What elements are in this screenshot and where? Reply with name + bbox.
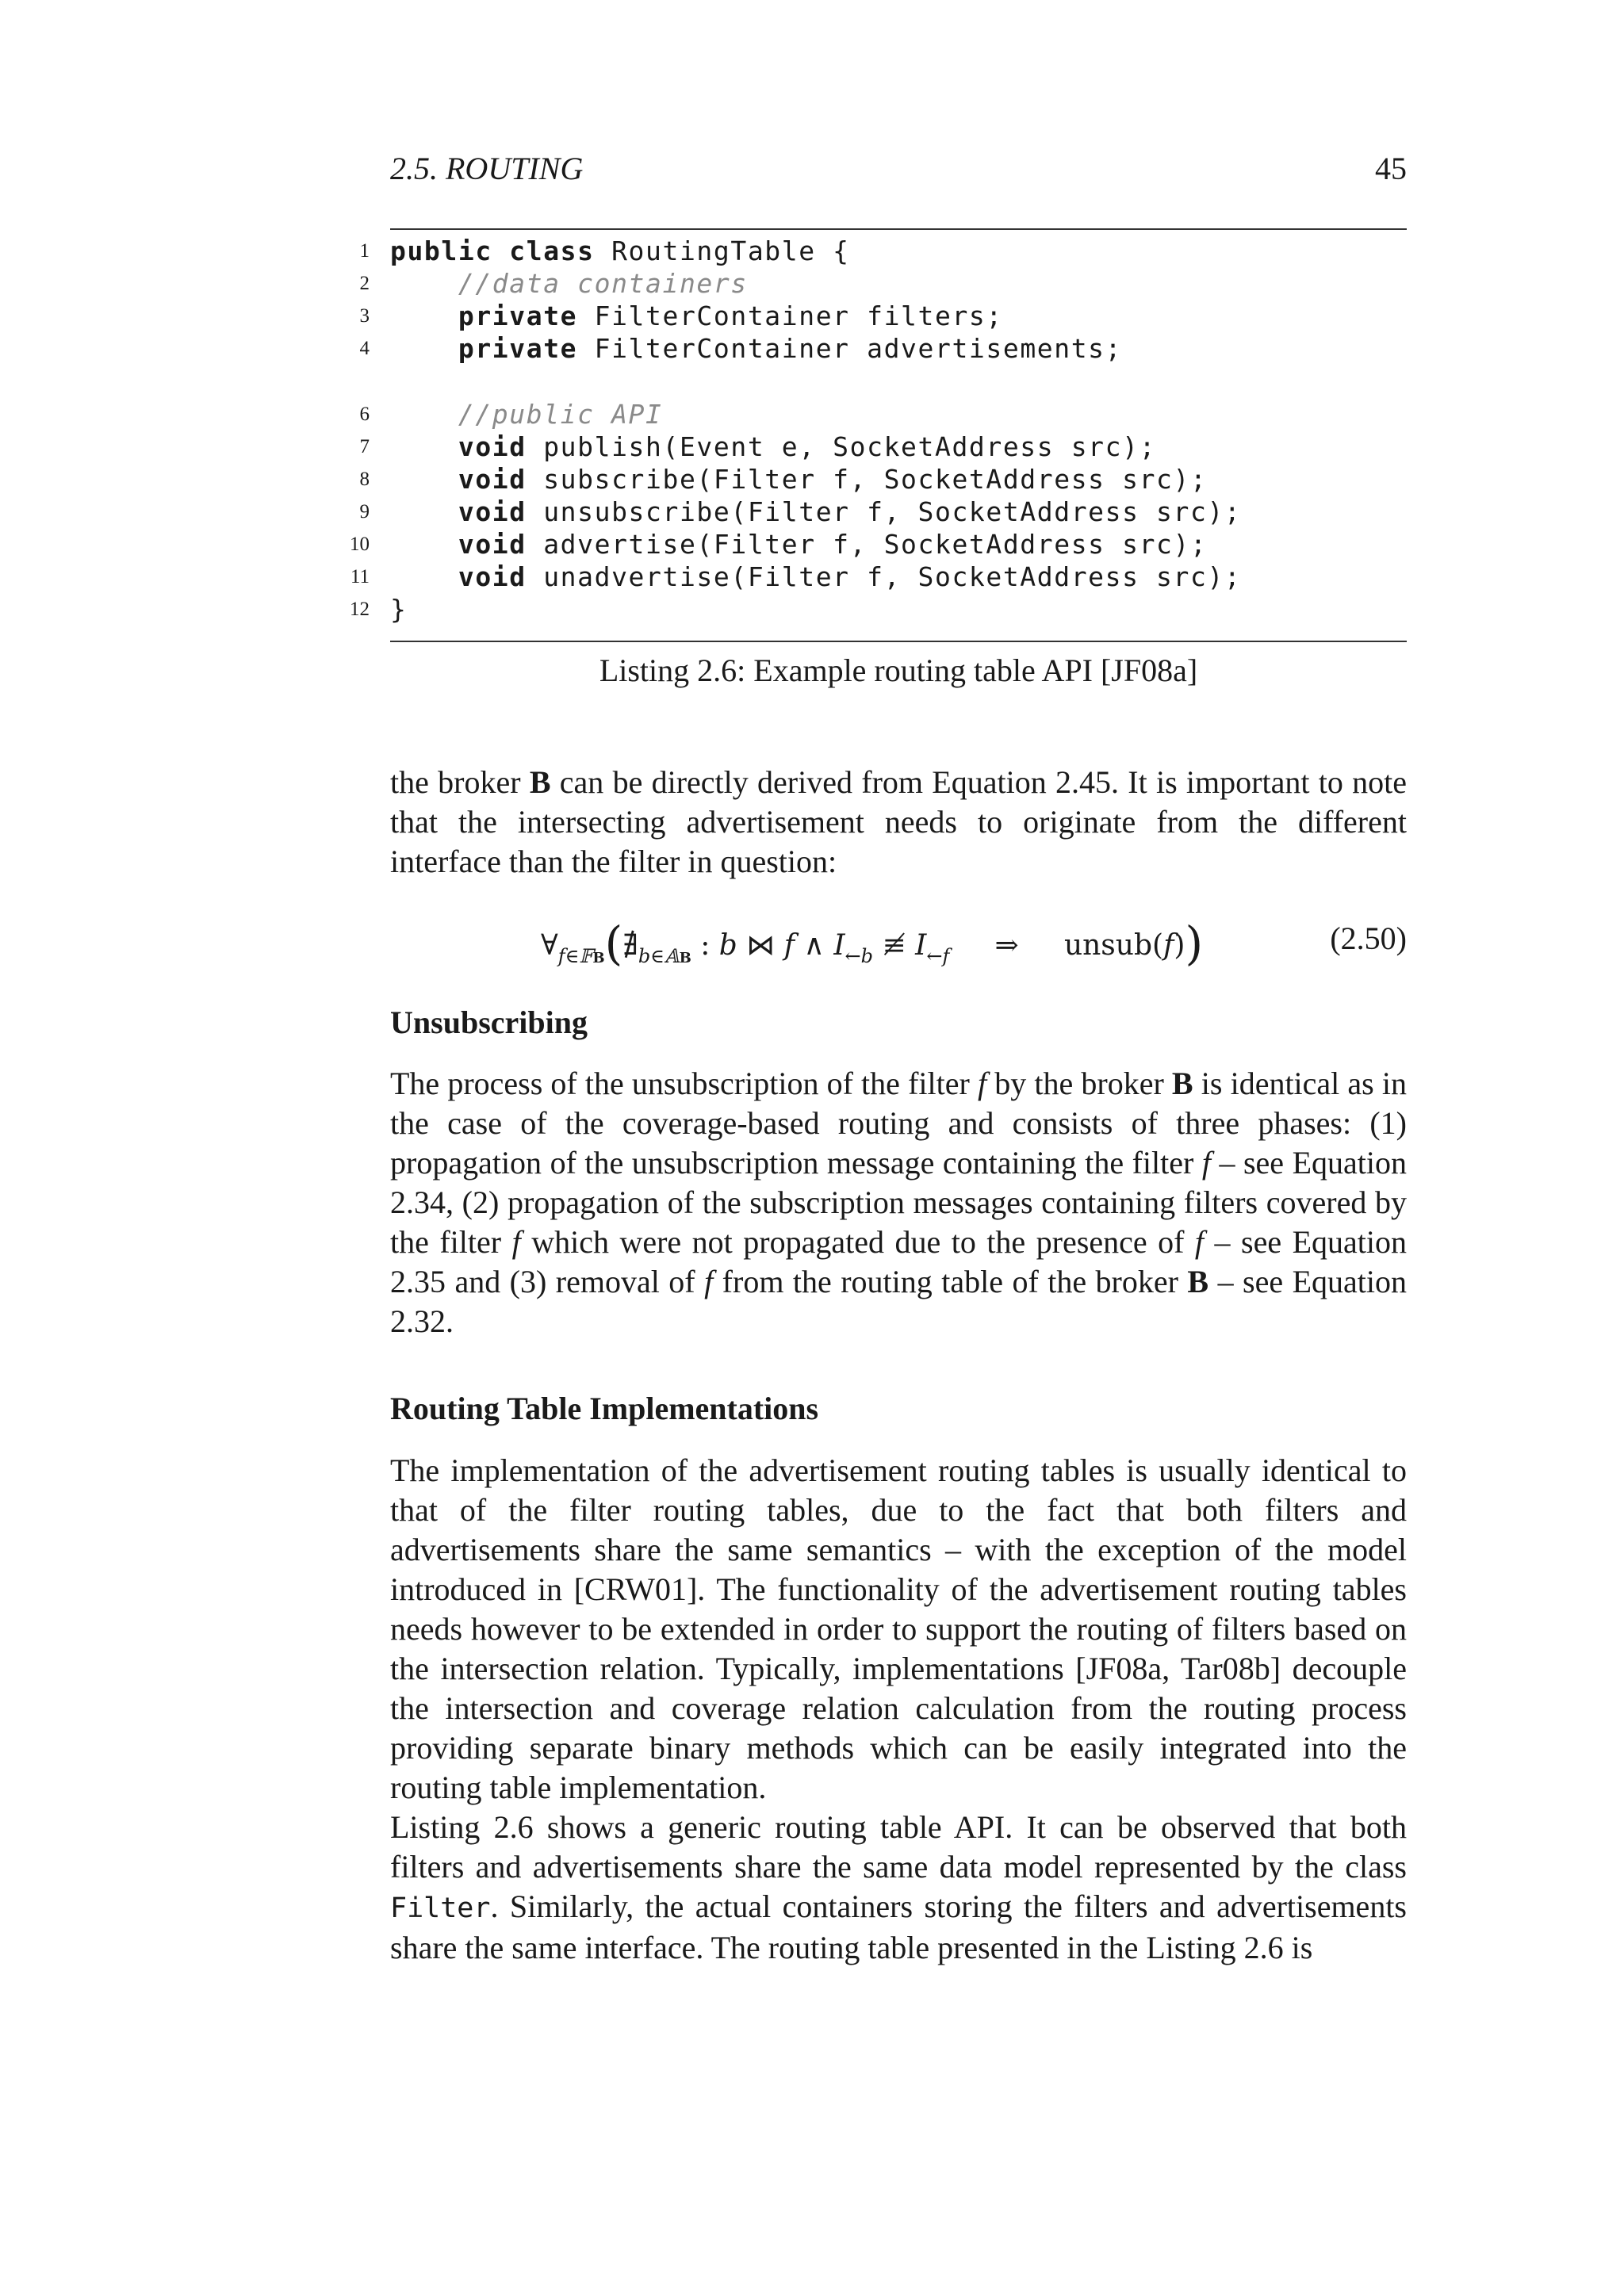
text-run: from the routing table of the broker: [713, 1264, 1188, 1299]
and-symbol: ∧: [795, 929, 834, 962]
code-line: [341, 267, 1407, 300]
var-f: f: [977, 1066, 987, 1101]
subscript-bold: B: [592, 950, 605, 966]
listing-caption: Listing 2.6: Example routing table API [JF08a]: [599, 652, 1198, 688]
code-text: [390, 496, 1241, 529]
text-run: The process of the unsubscription of the filter: [390, 1066, 978, 1101]
line-number: 12: [350, 599, 370, 620]
code-token: advertise(Filter f, SocketAddress src);: [526, 529, 1208, 560]
unsub-function: unsub(: [1063, 929, 1164, 962]
code-token: FilterContainer advertisements;: [577, 333, 1123, 364]
var-f: f: [1194, 1224, 1205, 1260]
code-text: [390, 300, 1003, 333]
code-token: [390, 431, 458, 462]
heading-unsubscribing: Unsubscribing: [390, 1004, 588, 1040]
var-f: f: [511, 1224, 521, 1260]
code-line: [341, 528, 1407, 561]
code-comment: //public API: [458, 399, 663, 430]
code-comment: //data containers: [458, 268, 748, 299]
code-text: [390, 430, 1156, 464]
colon: :: [691, 929, 719, 962]
code-text: [390, 267, 748, 300]
subscript-text: b∈𝔸: [638, 945, 680, 967]
forall-symbol: ∀: [541, 929, 558, 962]
code-line: [341, 332, 1407, 365]
I-subscript: ←b: [845, 945, 874, 967]
text-run: – see Equation 2.35 and (3) removal of: [390, 1224, 1407, 1299]
code-token: publish(Event e, SocketAddress src);: [526, 431, 1157, 462]
code-line: [341, 593, 1407, 626]
code-keyword: void: [458, 529, 527, 560]
code-keyword: public class: [390, 235, 595, 266]
paragraph-listing-description: [390, 1808, 1407, 1968]
paragraph-unsubscribing: [390, 1064, 1407, 1341]
not-exists-symbol: ∄: [622, 929, 638, 962]
text-run: by the broker: [986, 1066, 1172, 1101]
line-number: 7: [359, 436, 370, 457]
implies-symbol: ⇒: [949, 929, 1064, 962]
code-keyword: void: [458, 561, 527, 592]
code-keyword: void: [458, 496, 527, 527]
left-paren: (: [604, 916, 623, 970]
code-line: [341, 430, 1407, 464]
inline-code: Filter: [390, 1892, 491, 1924]
listing-bottom-rule: [390, 641, 1407, 642]
var-b: b: [718, 929, 737, 962]
code-line: [341, 235, 1407, 268]
code-text: [390, 398, 663, 431]
code-text: [390, 593, 407, 626]
code-text: [390, 528, 1207, 561]
code-token: unadvertise(Filter f, SocketAddress src);: [526, 561, 1242, 592]
code-keyword: void: [458, 464, 527, 495]
code-keyword: private: [458, 333, 578, 364]
line-number: 9: [359, 501, 370, 522]
text-run: can be directly derived from Equation 2.45. It is important to note that the intersecting advertisement needs to originate from the different interface than the filter in question:: [390, 764, 1407, 879]
text-run: . Similarly, the actual containers storing the filters and advertisements share the same interface. The routing table presented in the Listing 2.6 is: [390, 1888, 1407, 1965]
subscript-bold: B: [679, 950, 691, 966]
line-number: 4: [359, 338, 370, 359]
code-line: [341, 463, 1407, 496]
code-text: [390, 463, 1207, 496]
var-f: f: [1163, 929, 1174, 962]
text-run: which were not propagated due to the presence of: [520, 1224, 1195, 1260]
paragraph-broker-derivation: [390, 763, 1407, 882]
code-text: [390, 235, 850, 268]
code-line: [341, 561, 1407, 594]
equation-number: (2.50): [1330, 920, 1407, 956]
var-f: f: [783, 929, 795, 962]
code-token: [390, 464, 458, 495]
equation-2-50: [390, 910, 1407, 970]
not-exists-subscript: [638, 945, 691, 967]
var-I: I: [833, 929, 845, 962]
code-token: [390, 333, 458, 364]
equation-body: [541, 910, 1204, 970]
code-token: }: [390, 594, 408, 625]
running-title: 2.5. ROUTING: [390, 151, 584, 186]
text-run: – see Equation 2.34, (2) propagation of the subscription messages containing filters covered by the filter: [390, 1145, 1407, 1260]
var-f: f: [704, 1264, 714, 1299]
bold-symbol: B: [1171, 1066, 1193, 1101]
var-I: I: [915, 929, 927, 962]
bold-symbol: B: [1187, 1264, 1209, 1299]
line-number: 8: [359, 469, 370, 490]
code-line: [341, 398, 1407, 431]
code-token: [390, 529, 458, 560]
code-token: unsubscribe(Filter f, SocketAddress src);: [526, 496, 1242, 527]
listing-top-rule: [390, 228, 1407, 230]
code-keyword: private: [458, 300, 578, 331]
subscript-text: f∈𝔽: [557, 945, 593, 967]
code-line: [341, 300, 1407, 333]
running-header: [390, 149, 1407, 189]
code-line: [341, 496, 1407, 529]
code-token: [390, 300, 458, 331]
line-number: 10: [350, 534, 370, 555]
line-number: 6: [359, 404, 370, 425]
text-run: is identical as in the case of the coverage-based routing and consists of three phases: (1) propagation of the unsubscription message containing the filter: [390, 1066, 1408, 1181]
line-number: 1: [359, 240, 370, 262]
bowtie-symbol: ⋈: [737, 929, 784, 962]
text-run: Listing 2.6 shows a generic routing table API. It can be observed that both filters and advertisements share the same data model represented by the class: [390, 1809, 1407, 1885]
page-number: 45: [1375, 151, 1407, 186]
code-token: RoutingTable {: [594, 235, 850, 266]
line-number: 2: [359, 273, 370, 294]
heading-routing-table-implementations: Routing Table Implementations: [390, 1391, 819, 1426]
line-number: 3: [359, 305, 370, 327]
code-keyword: void: [458, 431, 527, 462]
code-token: [390, 399, 458, 430]
code-token: [390, 496, 458, 527]
var-f: f: [1201, 1145, 1211, 1181]
line-number: 11: [350, 566, 370, 587]
text-run: – see Equation 2.32.: [390, 1264, 1407, 1339]
code-token: subscribe(Filter f, SocketAddress src);: [526, 464, 1208, 495]
forall-subscript: [558, 945, 605, 967]
right-paren-inner: ): [1174, 929, 1185, 962]
code-text: [390, 332, 1122, 365]
text-run: the broker: [390, 764, 530, 800]
code-token: [390, 561, 458, 592]
I-subscript: ←f: [926, 945, 950, 967]
code-token: FilterContainer filters;: [577, 300, 1003, 331]
not-equiv-symbol: ≢: [873, 929, 916, 962]
bold-symbol: B: [529, 764, 551, 800]
code-text: [390, 561, 1241, 594]
paragraph-implementations: The implementation of the advertisement routing tables is usually identical to that of the filter routing tables, due to the fact that both filters and advertisements share the same semantics – with the exception of the model introduced in [CRW01]. The functionality of the advertisement routing tables needs however to be extended in order to support the routing of filters based on the intersection relation. Typically, implementations [JF08a, Tar08b] decouple the intersection and coverage relation calculation from the routing process providing separate binary methods which can be easily integrated into the routing table implementation.: [390, 1452, 1407, 1805]
code-token: [390, 268, 458, 299]
right-paren: ): [1185, 916, 1204, 970]
